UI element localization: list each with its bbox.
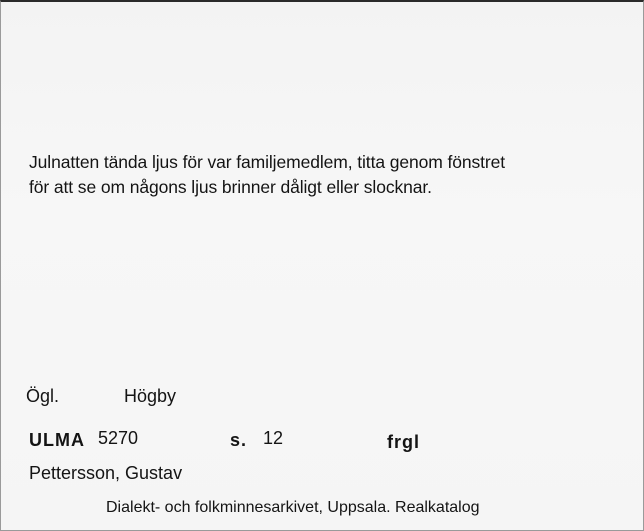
card-text-line-1: Julnatten tända ljus för var familjemedlem, titta genom fönstret (29, 152, 506, 172)
archive-footer: Dialekt- och folkminnesarkivet, Uppsala. Realkatalog (106, 499, 480, 516)
page-number: 12 (263, 428, 284, 448)
parish-label: Högby (124, 386, 177, 406)
page-label: s. (230, 430, 248, 450)
informant-name: Pettersson, Gustav (29, 463, 183, 483)
category-code: frgl (387, 432, 420, 452)
archive-code: ULMA (29, 430, 85, 450)
card-text (29, 150, 629, 200)
card-text-line-2: för att se om någons ljus brinner dåligt eller slocknar. (29, 177, 432, 197)
archive-number: 5270 (98, 428, 139, 448)
province-label: Ögl. (26, 386, 60, 406)
